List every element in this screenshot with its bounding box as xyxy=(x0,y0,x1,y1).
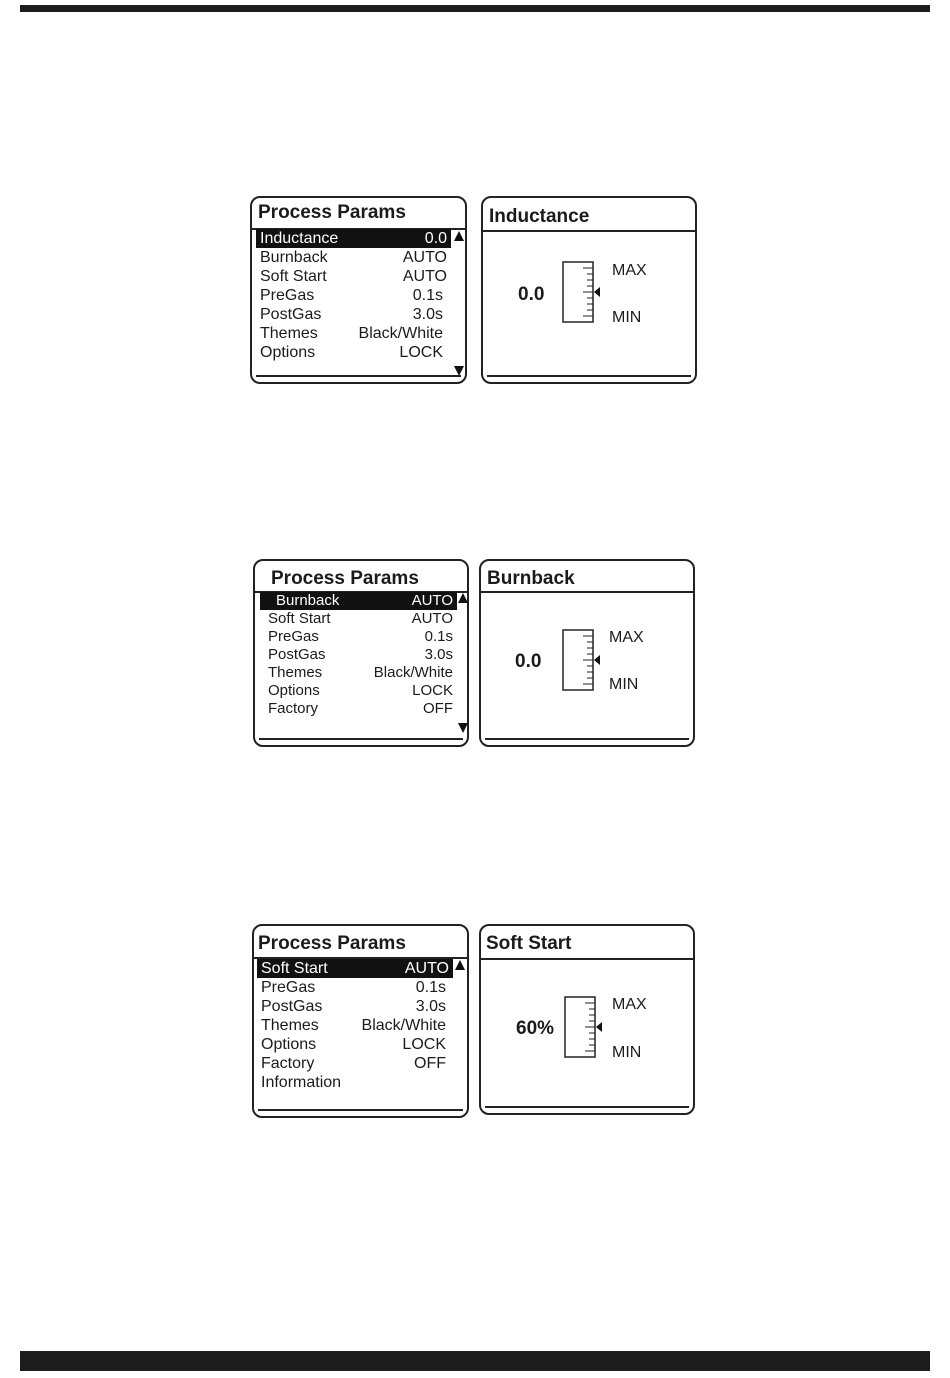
menu-item-label: Soft Start xyxy=(268,610,331,627)
menu-screen-soft-start xyxy=(252,924,469,1118)
menu-item[interactable] xyxy=(257,959,453,978)
menu-item-value: OFF xyxy=(414,1055,446,1072)
menu-item-label: PostGas xyxy=(268,646,326,663)
level-gauge xyxy=(561,260,607,326)
menu-item-label: Soft Start xyxy=(260,268,327,285)
level-gauge xyxy=(561,628,607,694)
menu-item[interactable] xyxy=(257,1054,450,1073)
menu-item[interactable] xyxy=(256,267,451,286)
menu-item-value: AUTO xyxy=(411,592,453,609)
gauge-min-label: MIN xyxy=(612,1044,642,1061)
gauge-min-label: MIN xyxy=(609,676,639,693)
menu-item-label: Options xyxy=(268,682,320,699)
menu-title: Process Params xyxy=(271,568,419,589)
menu-item-value: Black/White xyxy=(358,325,443,342)
menu-item[interactable] xyxy=(257,997,450,1016)
detail-header xyxy=(483,198,695,232)
menu-item[interactable] xyxy=(260,610,457,628)
scroll-up-arrow-icon[interactable] xyxy=(454,231,464,241)
gauge-max-label: MAX xyxy=(609,629,644,646)
menu-item-value: 0.1s xyxy=(412,287,443,304)
menu-screen-inductance xyxy=(250,196,467,384)
menu-item[interactable] xyxy=(257,1035,450,1054)
detail-header xyxy=(481,561,693,593)
menu-item-value: Black/White xyxy=(361,1017,446,1034)
menu-item[interactable] xyxy=(257,1073,450,1092)
menu-item-label: Options xyxy=(261,1036,317,1053)
menu-header xyxy=(252,198,465,230)
menu-item[interactable] xyxy=(257,978,450,997)
menu-item-value: 3.0s xyxy=(424,646,453,663)
detail-title: Burnback xyxy=(487,568,575,589)
menu-screen-burnback xyxy=(253,559,469,747)
menu-item-value: AUTO xyxy=(402,249,447,266)
menu-item-value: OFF xyxy=(423,700,453,717)
menu-item-label: Soft Start xyxy=(261,960,328,977)
menu-item-value: LOCK xyxy=(402,1036,446,1053)
top-rule xyxy=(20,5,930,12)
detail-screen-inductance xyxy=(481,196,697,384)
menu-item[interactable] xyxy=(260,592,457,610)
current-value: 0.0 xyxy=(518,284,545,305)
menu-item-label: Factory xyxy=(268,700,319,717)
menu-item-label: PreGas xyxy=(261,979,316,996)
gauge-min-label: MIN xyxy=(612,309,642,326)
menu-item-label: Factory xyxy=(261,1055,315,1072)
menu-item-label: PostGas xyxy=(260,306,322,323)
detail-screen-soft-start xyxy=(479,924,695,1115)
menu-item[interactable] xyxy=(256,229,451,248)
menu-item-value: 0.1s xyxy=(415,979,446,996)
menu-item-label: Themes xyxy=(260,325,318,342)
menu-item-value: 0.0 xyxy=(424,230,447,247)
detail-screen-burnback xyxy=(479,559,695,747)
current-value: 0.0 xyxy=(515,651,542,672)
menu-item-value: LOCK xyxy=(412,682,453,699)
menu-item-value: Black/White xyxy=(373,664,453,681)
menu-item[interactable] xyxy=(260,682,457,700)
gauge-pointer-icon xyxy=(596,1022,602,1032)
menu-item-label: PreGas xyxy=(260,287,315,304)
menu-item[interactable] xyxy=(256,248,451,267)
menu-item[interactable] xyxy=(260,646,457,664)
current-value: 60% xyxy=(516,1018,555,1039)
bottom-rule xyxy=(20,1351,930,1371)
scroll-up-arrow-icon[interactable] xyxy=(455,960,465,970)
menu-item-value: LOCK xyxy=(399,344,443,361)
menu-item-value: 0.1s xyxy=(424,628,453,645)
menu-item-label: Options xyxy=(260,344,316,361)
menu-item-label: PreGas xyxy=(268,628,319,645)
level-gauge xyxy=(563,995,609,1061)
menu-item[interactable] xyxy=(256,343,447,362)
gauge-pointer-icon xyxy=(594,287,600,297)
menu-item[interactable] xyxy=(256,305,447,324)
menu-item-label: Burnback xyxy=(276,592,340,609)
menu-item[interactable] xyxy=(256,324,447,343)
menu-item-label: Themes xyxy=(268,664,323,681)
menu-item[interactable] xyxy=(256,286,447,305)
menu-item[interactable] xyxy=(260,700,457,718)
detail-header xyxy=(481,926,693,960)
scroll-up-arrow-icon[interactable] xyxy=(458,593,468,603)
menu-title: Process Params xyxy=(258,202,406,223)
menu-header xyxy=(255,561,467,593)
menu-item-value: 3.0s xyxy=(412,306,443,323)
gauge-max-label: MAX xyxy=(612,996,647,1013)
detail-title: Inductance xyxy=(489,206,590,227)
menu-item-label: Themes xyxy=(261,1017,319,1034)
menu-item[interactable] xyxy=(260,664,457,682)
menu-item-value: 3.0s xyxy=(415,998,446,1015)
gauge-pointer-icon xyxy=(594,655,600,665)
scroll-down-arrow-icon[interactable] xyxy=(454,366,464,376)
scroll-down-arrow-icon[interactable] xyxy=(458,723,468,733)
menu-item-label: Inductance xyxy=(260,230,339,247)
gauge-max-label: MAX xyxy=(612,262,647,279)
menu-item-value: AUTO xyxy=(404,960,449,977)
menu-item[interactable] xyxy=(257,1016,450,1035)
menu-item-label: PostGas xyxy=(261,998,323,1015)
menu-item-value: AUTO xyxy=(402,268,447,285)
menu-item-label: Burnback xyxy=(260,249,328,266)
menu-header xyxy=(254,926,467,959)
menu-item-label: Information xyxy=(261,1074,342,1091)
menu-item-value: AUTO xyxy=(411,610,453,627)
menu-item[interactable] xyxy=(260,628,457,646)
menu-title: Process Params xyxy=(258,933,406,954)
detail-title: Soft Start xyxy=(486,933,572,954)
